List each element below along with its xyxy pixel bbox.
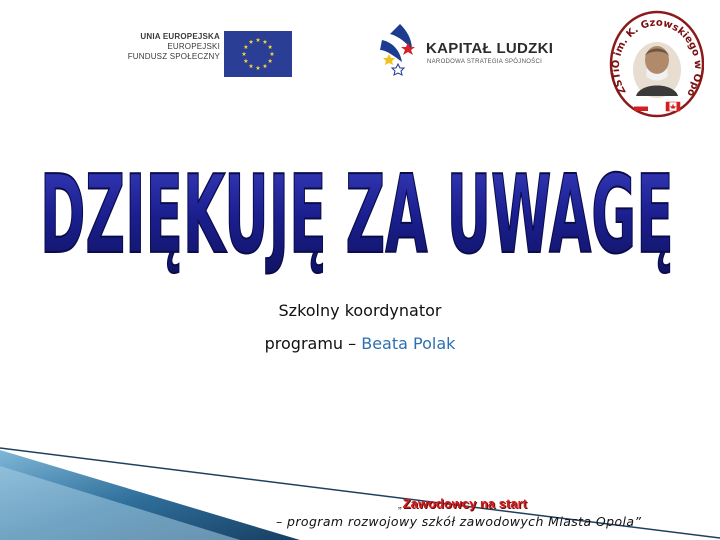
eu-flag-icon	[224, 31, 292, 77]
footer-program-title: Zawodowcy na start	[402, 496, 527, 511]
footer-quote-open: „	[398, 499, 402, 511]
coordinator-label: Szkolny koordynator	[278, 301, 442, 320]
school-badge-ring-text: ZSTiO im. K. Gzowskiego w Opo	[610, 17, 704, 99]
eu-logo-line3: FUNDUSZ SPOŁECZNY	[127, 52, 220, 61]
school-badge-icon	[608, 10, 704, 122]
footer-description: – program rozwojowy szkół zawodowych Miasta Opola”	[276, 514, 642, 529]
kapital-ludzki-title: KAPITAŁ LUDZKI	[426, 40, 554, 57]
kapital-ludzki-emblem-icon	[378, 20, 424, 82]
eu-social-fund-logo	[118, 28, 294, 78]
slide-title-text: DZIĘKUJĘ ZA UWAGĘ	[40, 152, 674, 278]
coordinator-program-prefix: programu –	[264, 334, 362, 353]
eu-logo-text	[118, 32, 220, 62]
kapital-ludzki-logo	[378, 20, 578, 82]
coordinator-name: Beata Polak	[361, 334, 456, 353]
coordinator-line	[0, 334, 720, 353]
slide-title-art	[40, 140, 700, 290]
slide-title	[40, 140, 700, 290]
eu-logo-line1: UNIA EUROPEJSKA	[140, 32, 220, 41]
school-badge-logo	[608, 10, 704, 122]
footer-program-name	[398, 496, 527, 511]
kapital-ludzki-subtitle: NARODOWA STRATEGIA SPÓJNOŚCI	[427, 59, 543, 65]
eu-logo-line2: EUROPEJSKI	[167, 42, 220, 51]
